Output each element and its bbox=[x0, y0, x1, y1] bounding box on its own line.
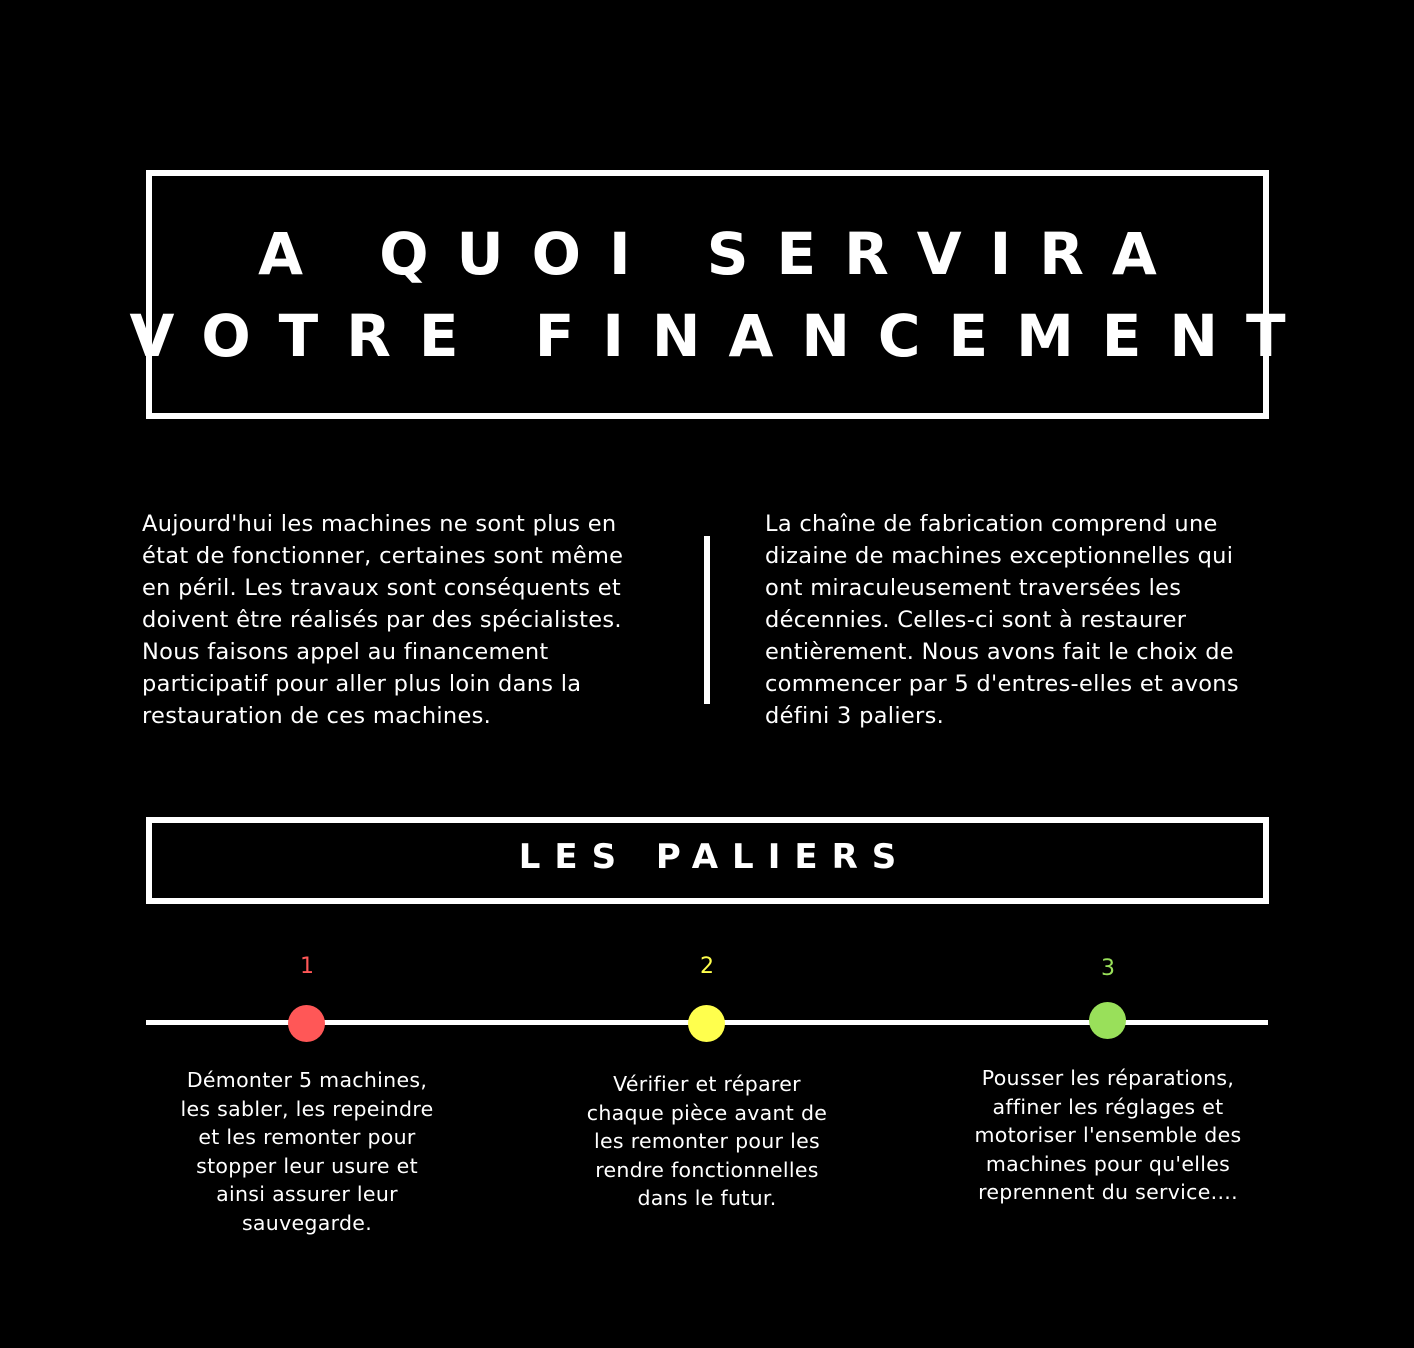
step-3-number: 3 bbox=[1101, 956, 1115, 981]
page-title-line-2: VOTRE FINANCEMENT bbox=[129, 301, 1314, 370]
step-1-dot bbox=[288, 1005, 325, 1042]
intro-divider bbox=[704, 536, 710, 704]
title-box bbox=[129, 170, 1314, 419]
step-2-dot bbox=[688, 1005, 725, 1042]
step-3-dot bbox=[1089, 1002, 1126, 1039]
paliers-title-box bbox=[146, 817, 1269, 904]
step-3-description: Pousser les réparations, affiner les réglages et motoriser l'ensemble des machines pour qu'elles reprennent du service.... bbox=[974, 1066, 1242, 1204]
step-1-number: 1 bbox=[300, 954, 314, 979]
intro-left-paragraph: Aujourd'hui les machines ne sont plus en état de fonctionner, certaines sont même en péril. Les travaux sont conséquents et doivent être réalisés par des spécialistes. Nous faisons appel au financement participatif pour aller plus loin dans la restauration de ces machines. bbox=[142, 511, 624, 729]
step-2-number: 2 bbox=[700, 954, 714, 979]
intro-right-paragraph: La chaîne de fabrication comprend une dizaine de machines exceptionnelles qui ont miraculeusement traversées les décennies. Celles-ci sont à restaurer entièrement. Nous avons fait le choix de commencer par 5 d'entres-elles et avons défini 3 paliers. bbox=[765, 511, 1239, 729]
paliers-title: LES PALIERS bbox=[518, 836, 911, 877]
step-2-description: Vérifier et réparer chaque pièce avant de les remonter pour les rendre fonctionnelles dans le futur. bbox=[586, 1072, 828, 1210]
page-title-line-1: A QUOI SERVIRA bbox=[258, 219, 1185, 288]
step-1-description: Démonter 5 machines, les sabler, les repeindre et les remonter pour stopper leur usure et ainsi assurer leur sauvegarde. bbox=[180, 1068, 434, 1235]
